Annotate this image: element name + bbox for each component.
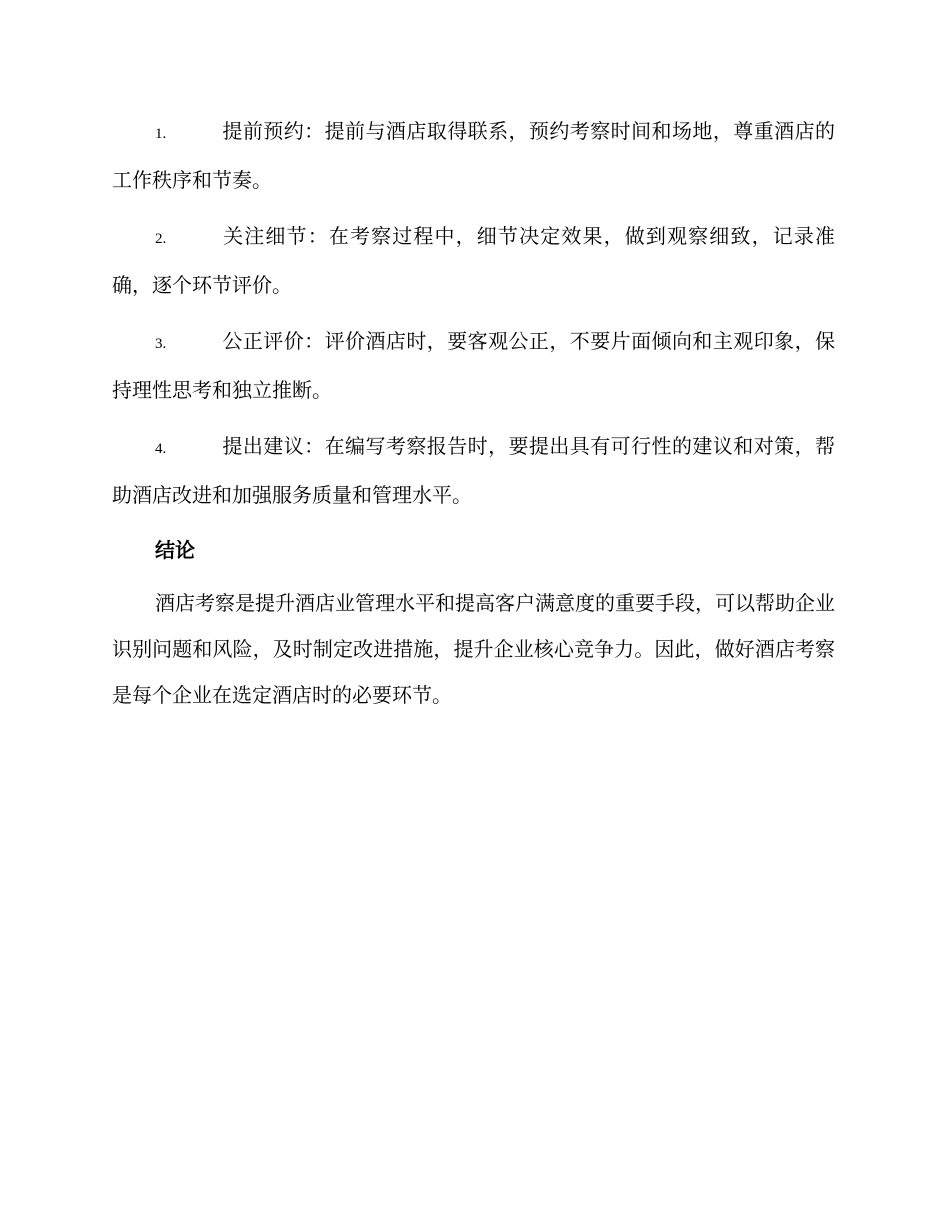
list-item-text: 关注细节：在考察过程中，细节决定效果，做到观察细致，记录准确，逐个环节评价。 — [112, 224, 835, 297]
list-item-text: 提出建议：在编写考察报告时，要提出具有可行性的建议和对策，帮助酒店改进和加强服务质量和管理水平。 — [112, 434, 835, 507]
conclusion-paragraph: 酒店考察是提升酒店业管理水平和提高客户满意度的重要手段，可以帮助企业识别问题和风险，及时制定改进措施，提升企业核心竞争力。因此，做好酒店考察是每个企业在选定酒店时的必要环节。 — [112, 591, 835, 707]
list-item-1 — [112, 108, 835, 203]
list-number: 4. — [155, 441, 167, 457]
list-number: 2. — [155, 231, 167, 247]
list-number: 3. — [155, 336, 167, 352]
list-item-4 — [112, 423, 835, 518]
list-item-text: 提前预约：提前与酒店取得联系，预约考察时间和场地，尊重酒店的工作秩序和节奏。 — [112, 119, 835, 192]
list-item-text: 公正评价：评价酒店时，要客观公正，不要片面倾向和主观印象，保持理性思考和独立推断。 — [112, 329, 835, 402]
list-item-3 — [112, 318, 835, 413]
list-number: 1. — [155, 126, 167, 142]
list-item-2 — [112, 213, 835, 308]
conclusion-heading: 结论 — [155, 538, 195, 562]
